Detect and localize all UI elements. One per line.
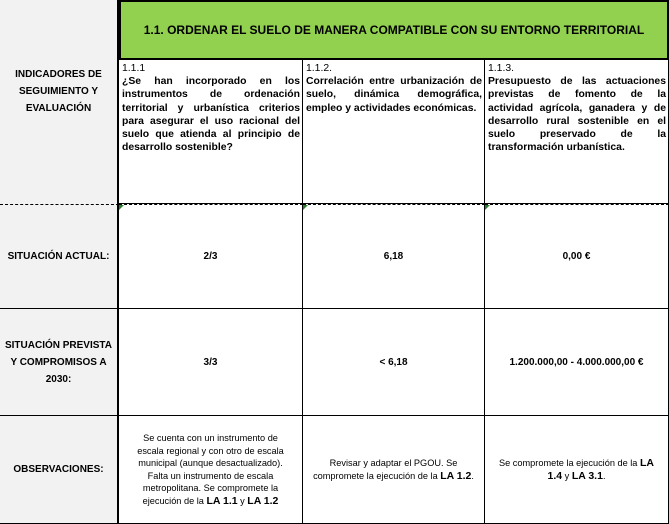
actual-value-text: 0,00 € [562, 251, 591, 262]
actual-value-1 [119, 204, 303, 309]
obs-text: Revisar y adaptar el PGOU. Se compromete la ejecución de la [313, 458, 458, 481]
obs-text-mid: y [237, 495, 248, 506]
row-label-observaciones [0, 416, 119, 524]
row-label-situacion-actual [0, 204, 119, 309]
indicator-text: Correlación entre urbanización de suelo, dinámica demográfica, empleo y actividades económicas. [306, 76, 482, 114]
prevista-value-text: 3/3 [203, 356, 218, 368]
prevista-value-3 [485, 309, 669, 416]
indicator-text: ¿Se han incorporado en los instrumentos de ordenación territorial y urbanística criterios para asegurar el uso racional del suelo que atienda al principio de desarrollo sostenible? [122, 76, 300, 154]
indicator-code: 1.1.1 [122, 63, 146, 74]
indicator-text: Presupuesto de las actuaciones previstas de fomento de la actividad agrícola, ganadera y de desarrollo rural sostenible en el suelo preservado de la transformación urbanística. [488, 76, 666, 154]
action-ref: LA 1.1 [206, 494, 238, 507]
indicator-2 [303, 60, 485, 204]
observaciones-3: Se compromete la ejecución de la LA 1.4 y LA 3.1. [485, 416, 669, 524]
action-ref: LA 1.4 [547, 457, 654, 482]
comment-marker-icon [119, 205, 124, 210]
prevista-value-2 [303, 309, 485, 416]
row-label-indicadores [0, 60, 119, 204]
row-label-observaciones-text: OBSERVACIONES: [13, 464, 104, 475]
indicator-code: 1.1.2. [306, 63, 332, 74]
action-ref: LA 1.2 [440, 469, 472, 482]
observaciones-1 [119, 416, 303, 524]
row-label-indicadores-text: INDICADORES DE SEGUIMIENTO Y EVALUACIÓN [15, 69, 102, 114]
actual-value-text: 6,18 [383, 251, 404, 262]
prevista-value-text: 1.200.000,00 - 4.000.000,00 € [509, 356, 644, 368]
section-title [119, 0, 669, 60]
action-ref: LA 3.1 [571, 469, 603, 482]
prevista-value-1 [119, 309, 303, 416]
actual-value-text: 2/3 [203, 251, 218, 262]
top-left-blank [0, 0, 119, 60]
comment-marker-icon [485, 205, 490, 210]
actual-value-3 [485, 204, 669, 309]
actual-value-2 [303, 204, 485, 309]
row-label-situacion-prevista [0, 309, 119, 416]
row-label-situacion-actual-text: SITUACIÓN ACTUAL: [7, 251, 110, 262]
observaciones-2 [303, 416, 485, 524]
obs-text-mid: . [471, 470, 474, 481]
indicator-code: 1.1.3. [488, 63, 514, 74]
action-ref: LA 1.2 [247, 494, 279, 507]
indicator-3 [485, 60, 669, 204]
prevista-value-text: < 6,18 [379, 356, 408, 368]
section-title-text: 1.1. ORDENAR EL SUELO DE MANERA COMPATIBLE CON SU ENTORNO TERRITORIAL [143, 23, 645, 37]
comment-marker-icon [303, 205, 308, 210]
row-label-situacion-prevista-text: SITUACIÓN PREVISTA Y COMPROMISOS A 2030: [4, 339, 113, 385]
obs-text: Se cuenta con un instrumento de escala regional y con otro de escala municipal (aunque desactualizado). Falta un instrumento de escala metropolitana. Se compromete la ejecución de la [137, 433, 284, 506]
obs-text-mid: y [562, 470, 572, 481]
obs-text: Se compromete la ejecución de la [499, 458, 640, 468]
indicator-1 [119, 60, 303, 204]
